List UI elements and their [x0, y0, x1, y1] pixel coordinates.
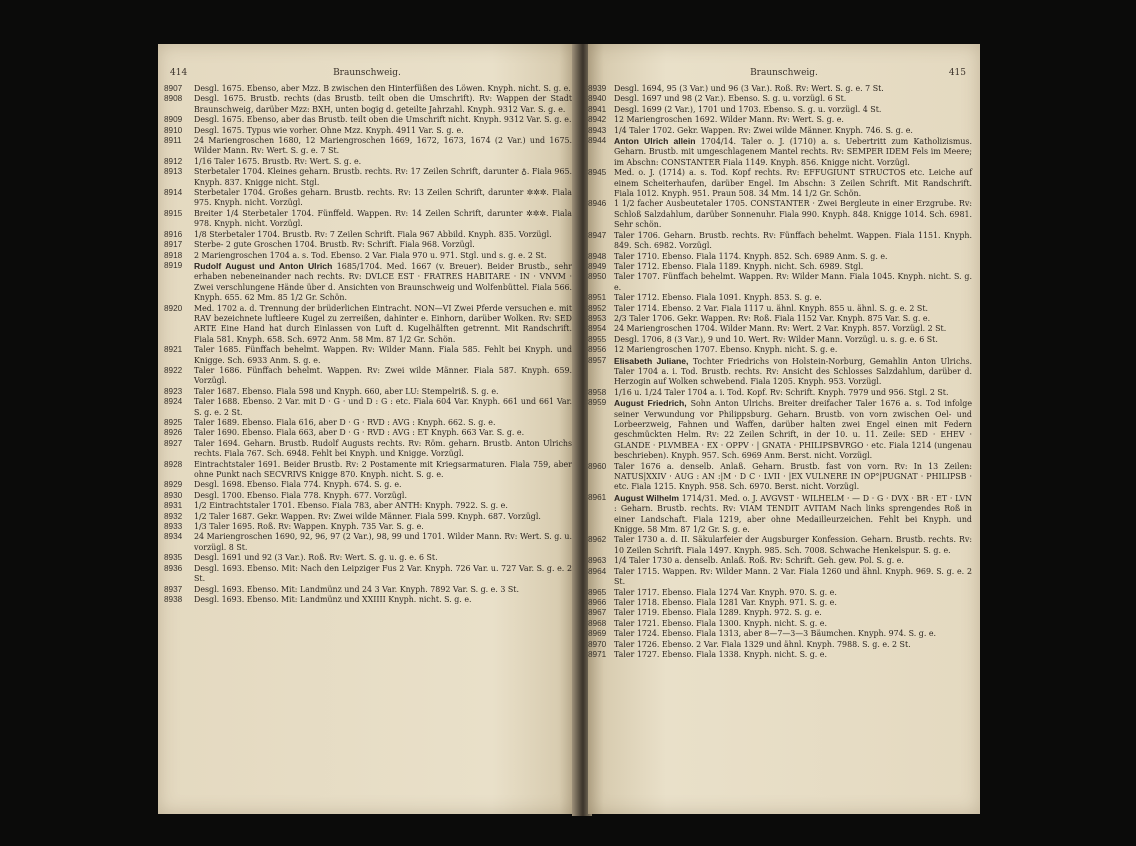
lot-description — [614, 650, 972, 660]
lot-number: 8934 — [164, 532, 183, 542]
lot-number: 8918 — [164, 250, 183, 260]
lot-text: Taler 1726. Ebenso. 2 Var. Fiala 1329 und ähnl. Knyph. 7988. S. g. e. 2 St. — [614, 639, 911, 649]
lot-text: 24 Mariengroschen 1704. Wilder Mann. Rv: Wert. 2 Var. Knyph. 857. Vorzügl. 2 St. — [614, 324, 947, 334]
catalog-entry — [588, 115, 972, 125]
catalog-entry — [164, 304, 572, 346]
left-entry-list — [164, 84, 572, 605]
lot-text: 1 1/2 facher Ausbeutetaler 1705. CONSTANTER · Zwei Bergleute in einer Erzgrube. Rv: Schloß Salzdahlum, darüber Sonnenuhr. Fiala 990. Knyph. 848. Knigge 1014. Sch. 6981. Sehr schön. — [614, 199, 972, 230]
lot-description — [614, 588, 972, 598]
lot-number: 8954 — [588, 324, 607, 334]
catalog-entry — [164, 157, 572, 167]
lot-number: 8929 — [164, 480, 183, 490]
lot-number: 8963 — [588, 556, 607, 566]
lot-description — [614, 356, 972, 388]
lot-text: Taler 1706. Geharn. Brustb. rechts. Rv: Fünffach behelmt. Wappen. Fiala 1151. Knyph. 849. Sch. 6982. Vorzügl. — [614, 230, 972, 251]
lot-description — [614, 598, 972, 608]
lot-number: 8945 — [588, 168, 607, 178]
catalog-entry — [164, 595, 572, 605]
lot-number: 8967 — [588, 608, 607, 618]
catalog-entry — [164, 491, 572, 501]
lot-text: 1714/31. Med. o. J. AVGVST · WILHELM · — D · G · DVX · BR · ET · LVN : Geharn. Brustb. rechts. Rv: VIAM TENDIT AVITAM Nach links sprengendes Roß in einer Landschaft. Fiala 1219, aber ohne Medailleurzeichen. Fehlt bei Knyph. und Knigge. 58 Mm. 87 1/2 Gr. S. g. e. — [614, 493, 972, 535]
lot-description — [614, 293, 972, 303]
lot-description — [194, 157, 572, 167]
lot-description — [614, 199, 972, 230]
lot-text: Taler 1721. Ebenso. Fiala 1300. Knyph. nicht. S. g. e. — [614, 618, 827, 628]
lot-description — [194, 418, 572, 428]
lot-text: Sohn Anton Ulrichs. Breiter dreifacher Taler 1676 a. s. Tod infolge seiner Verwundung vor Philippsburg. Geharn. Brustb. von vorn zwischen Oel- und Lorbeerzweig, Fahnen und Waffen, darüber halten zwei Engel einen mit Federn geschmückten Helm. Rv: 22 Zeilen Schrift, in der 10. u. 11. Zeile: SED · EHEV · GLANDE · PLVMBEA · EX · OPPV · | GNATA · PHILIPSBVRGO · etc. Fiala 1214 (ungenau beschrieben). Knyph. 957. Sch. 6969 Anm. Berst. nicht. Vorzügl. — [614, 399, 972, 461]
catalog-entry — [588, 556, 972, 566]
lot-text: 1704/14. Taler o. J. (1710) a. s. Uebertritt zum Katholizismus. Geharn. Brustb. mit umgeschlagenem Mantel rechts. Rv: SEMPER IDEM Fels im Meere; im Abschn: CONSTANTER Fiala 1149. Knyph. 856. Knigge nicht. Vorzügl. — [614, 137, 972, 167]
lot-text: Taler 1687. Ebenso. Fiala 598 und Knyph. 660, aber LU: Stempelriß. S. g. e. — [194, 386, 499, 396]
lot-number: 8969 — [588, 629, 607, 639]
lot-number: 8960 — [588, 461, 607, 471]
lot-number: 8949 — [588, 261, 607, 271]
lot-text: Desgl. 1698. Ebenso. Fiala 774. Knyph. 674. S. g. e. — [194, 480, 402, 490]
catalog-entry — [588, 324, 972, 334]
catalog-entry — [164, 240, 572, 250]
lot-number: 8920 — [164, 303, 183, 313]
lot-description — [194, 188, 572, 209]
lot-number: 8955 — [588, 334, 607, 344]
lot-text: Taler 1719. Ebenso. Fiala 1289. Knyph. 972. S. g. e. — [614, 608, 822, 618]
catalog-entry — [164, 397, 572, 418]
lot-number: 8927 — [164, 438, 183, 448]
lot-text: Med. 1702 a. d. Trennung der brüderlichen Eintracht. NON—VI Zwei Pferde versuchen e. mit RAV bezeichnete luftleere Kugel zu zerreißen, dahinter e. Einhorn, darüber Wolken. Rv: SED ARTE Eine Hand hat durch Einlassen von Luft d. Kugelhälften getrennt. Mit Randschrift. Fiala 581. Knyph. 658. Sch. 6972 Anm. 58 Mm. 87 1/2 Gr. Schön. — [194, 303, 572, 344]
lot-text: Desgl. 1693. Ebenso. Mit: Nach den Leipziger Fus 2 Var. Knyph. 726 Var. u. 727 Var. S. g. e. 2 St. — [194, 563, 572, 584]
lot-number: 8953 — [588, 313, 607, 323]
lot-description — [194, 230, 572, 240]
lot-description — [194, 126, 572, 136]
lot-description — [194, 366, 572, 387]
lot-description — [614, 115, 972, 125]
lot-text: Taler 1724. Ebenso. Fiala 1313, aber 8—7—3—3 Bäumchen. Knyph. 974. S. g. e. — [614, 629, 937, 639]
lot-text: Desgl. 1697 und 98 (2 Var.). Ebenso. S. g. u. vorzügl. 6 St. — [614, 94, 847, 104]
catalog-entry — [164, 501, 572, 511]
catalog-entry — [164, 251, 572, 261]
lot-text: Desgl. 1700. Ebenso. Fiala 778. Knyph. 677. Vorzügl. — [194, 490, 407, 500]
lot-text: Desgl. 1691 und 92 (3 Var.). Roß. Rv: Wert. S. g. u. g. e. 6 St. — [194, 553, 438, 563]
catalog-entry — [164, 387, 572, 397]
lot-number: 8915 — [164, 208, 183, 218]
lot-description — [194, 167, 572, 188]
lot-number: 8965 — [588, 587, 607, 597]
lot-description — [194, 115, 572, 125]
lot-text: 2/3 Taler 1706. Gekr. Wappen. Rv: Roß. Fiala 1152 Var. Knyph. 875 Var. S. g. e. — [614, 313, 931, 323]
lot-text: Desgl. 1675. Brustb. rechts (das Brustb. teilt oben die Umschrift). Rv: Wappen der Stadt Braunschweig, darüber Mzz: BXH, unten bogig d. geteilte Jahrzahl. Knyph. 9312 Var. S. g. e. — [194, 94, 572, 114]
lot-number: 8940 — [588, 94, 607, 104]
catalog-entry — [588, 650, 972, 660]
lot-text: 1/8 Sterbetaler 1704. Brustb. Rv: 7 Zeilen Schrift. Fiala 967 Abbild. Knyph. 835. Vorzügl. — [194, 229, 552, 239]
lot-number: 8951 — [588, 293, 607, 303]
lot-number: 8957 — [588, 355, 607, 365]
catalog-entry — [164, 585, 572, 595]
lot-text: Taler 1688. Ebenso. 2 Var. mit D · G · und D : G : etc. Fiala 604 Var. Knyph. 661 und 661 Var. S. g. e. 2 St. — [194, 397, 572, 417]
lot-text: 24 Mariengroschen 1690, 92, 96, 97 (2 Var.), 98, 99 und 1701. Wilder Mann. Rv: Wert. S. g. u. vorzügl. 8 St. — [194, 532, 572, 552]
lot-description — [614, 94, 972, 104]
lot-description — [194, 84, 572, 94]
lot-text: Taler 1694. Geharn. Brustb. Rudolf Augusts rechts. Rv: Röm. geharn. Brustb. Anton Ulrichs rechts. Fiala 767. Sch. 6948. Fehlt bei Knyph. und Knigge. Vorzügl. — [194, 438, 572, 459]
lot-description — [194, 397, 572, 418]
lot-text: 1/4 Taler 1730 a. denselb. Anlaß. Roß. Rv: Schrift. Geh. gew. Pol. S. g. e. — [614, 556, 904, 566]
catalog-entry — [588, 84, 972, 94]
catalog-entry — [588, 535, 972, 556]
lot-description — [614, 314, 972, 324]
lot-description — [194, 439, 572, 460]
catalog-entry — [588, 567, 972, 588]
lot-text: Sterbetaler 1704. Kleines geharn. Brustb. rechts. Rv: 17 Zeilen Schrift, darunter ♁. Fiala 965. Knyph. 837. Knigge nicht. Stgl. — [194, 167, 572, 187]
lot-text: 1/16 Taler 1675. Brustb. Rv: Wert. S. g. e. — [194, 156, 362, 166]
lot-number: 8937 — [164, 584, 183, 594]
lot-number: 8930 — [164, 490, 183, 500]
ruler-heading: August Wilhelm — [614, 492, 680, 503]
lot-number: 8946 — [588, 199, 607, 209]
lot-number: 8932 — [164, 511, 183, 521]
lot-text: Taler 1712. Ebenso. Fiala 1091. Knyph. 853. S. g. e. — [614, 293, 822, 303]
catalog-entry — [588, 619, 972, 629]
lot-number: 8910 — [164, 125, 183, 135]
lot-description — [194, 595, 572, 605]
lot-description — [194, 94, 572, 115]
lot-description — [194, 585, 572, 595]
lot-description — [194, 345, 572, 366]
lot-description — [194, 491, 572, 501]
catalog-entry — [588, 126, 972, 136]
ruler-heading: Anton Ulrich allein — [614, 136, 696, 147]
catalog-entry — [588, 314, 972, 324]
lot-text: Desgl. 1675. Ebenso, aber Mzz. B zwischen den Hinterfüßen des Löwen. Knyph. nicht. S. g. e. — [194, 84, 571, 93]
lot-number: 8913 — [164, 167, 183, 177]
lot-text: 12 Mariengroschen 1707. Ebenso. Knyph. nicht. S. g. e. — [614, 345, 838, 355]
lot-text: Desgl. 1675. Typus wie vorher. Ohne Mzz. Knyph. 4911 Var. S. g. e. — [194, 125, 464, 135]
lot-number: 8941 — [588, 104, 607, 114]
lot-number: 8966 — [588, 597, 607, 607]
lot-number: 8944 — [588, 136, 607, 146]
catalog-entry — [588, 304, 972, 314]
lot-description — [194, 501, 572, 511]
lot-number: 8962 — [588, 535, 607, 545]
catalog-entry — [588, 356, 972, 388]
catalog-entry — [164, 439, 572, 460]
lot-number: 8907 — [164, 84, 183, 93]
catalog-entry — [588, 272, 972, 293]
lot-number: 8964 — [588, 566, 607, 576]
lot-text: Breiter 1/4 Sterbetaler 1704. Fünffeld. Wappen. Rv: 14 Zeilen Schrift, darunter ✲✲✲. Fiala 978. Knyph. nicht. Vorzügl. — [194, 208, 572, 229]
left-running-head: Braunschweig. — [333, 68, 401, 78]
catalog-entry — [588, 345, 972, 355]
catalog-entry — [164, 115, 572, 125]
lot-number: 8933 — [164, 522, 183, 532]
lot-description — [194, 480, 572, 490]
lot-description — [614, 136, 972, 168]
catalog-entry — [588, 608, 972, 618]
lot-text: 1/4 Taler 1702. Gekr. Wappen. Rv: Zwei wilde Männer. Knyph. 746. S. g. e. — [614, 125, 913, 135]
lot-description — [614, 252, 972, 262]
catalog-entry — [164, 564, 572, 585]
lot-number: 8926 — [164, 428, 183, 438]
catalog-entry — [588, 388, 972, 398]
lot-description — [614, 345, 972, 355]
lot-number: 8938 — [164, 594, 183, 604]
lot-number: 8914 — [164, 188, 183, 198]
ruler-heading: Elisabeth Juliane, — [614, 355, 689, 366]
lot-description — [614, 105, 972, 115]
lot-description — [194, 251, 572, 261]
lot-description — [614, 262, 972, 272]
catalog-entry — [588, 640, 972, 650]
lot-number: 8958 — [588, 387, 607, 397]
catalog-entry — [588, 293, 972, 303]
lot-number: 8943 — [588, 125, 607, 135]
lot-text: 1/3 Taler 1695. Roß. Rv: Wappen. Knyph. 735 Var. S. g. e. — [194, 522, 424, 532]
lot-number: 8925 — [164, 418, 183, 427]
lot-text: Taler 1707. Fünffach behelmt. Wappen. Rv: Wilder Mann. Fiala 1045. Knyph. nicht. S. g. e. — [614, 272, 972, 292]
lot-number: 8928 — [164, 459, 183, 469]
catalog-entry — [588, 493, 972, 536]
lot-text: Eintrachtstaler 1691. Beider Brustb. Rv: 2 Postamente mit Kriegsarmaturen. Fiala 759, aber ohne Punkt nach SECVRIVS Knigge 870. Knyph. nicht. S. g. e. — [194, 459, 572, 480]
catalog-entry — [164, 261, 572, 304]
catalog-entry — [164, 84, 572, 94]
lot-text: 12 Mariengroschen 1692. Wilder Mann. Rv: Wert. S. g. e. — [614, 115, 844, 125]
lot-text: Desgl. 1675. Ebenso, aber das Brustb. teilt oben die Umschrift nicht. Knyph. 9312 Var. S. g. e. — [194, 115, 572, 125]
lot-description — [614, 640, 972, 650]
lot-description — [194, 261, 572, 304]
catalog-entry — [588, 199, 972, 230]
lot-number: 8939 — [588, 84, 607, 93]
catalog-entry — [588, 252, 972, 262]
lot-number: 8947 — [588, 230, 607, 240]
lot-text: Taler 1712. Ebenso. Fiala 1189. Knyph. nicht. Sch. 6989. Stgl. — [614, 261, 864, 271]
lot-description — [614, 462, 972, 493]
catalog-entry — [588, 398, 972, 461]
right-entry-list — [588, 84, 972, 660]
lot-text: Taler 1710. Ebenso. Fiala 1174. Knyph. 852. Sch. 6989 Anm. S. g. e. — [614, 251, 888, 261]
lot-text: Desgl. 1693. Ebenso. Mit: Landmünz und XXIIII Knyph. nicht. S. g. e. — [194, 594, 472, 604]
lot-text: 1/2 Taler 1687. Gekr. Wappen. Rv: Zwei wilde Männer. Fiala 599. Knyph. 687. Vorzügl. — [194, 511, 541, 521]
lot-description — [614, 619, 972, 629]
lot-description — [614, 493, 972, 536]
catalog-entry — [588, 168, 972, 199]
lot-description — [194, 522, 572, 532]
lot-text: Taler 1690. Ebenso. Fiala 663, aber D · G · RVD : AVG : ET Knyph. 663 Var. S. g. e. — [194, 428, 525, 438]
lot-text: 1685/1704. Med. 1667 (v. Breuer). Beider Brustb., sehr erhaben nebeneinander nach rechts. Rv: DVLCE EST · FRATRES HABITARE · IN · VNVM · Zwei verschlungene Hände über d. Ansichten von Braunschweig und Wolfenbüttel. Fiala 566. Knyph. 655. 62 Mm. 85 1/2 Gr. Schön. — [194, 261, 572, 303]
lot-description — [614, 324, 972, 334]
lot-description — [614, 168, 972, 199]
lot-description — [614, 567, 972, 588]
lot-text: Taler 1717. Ebenso. Fiala 1274 Var. Knyph. 970. S. g. e. — [614, 587, 837, 597]
lot-number: 8948 — [588, 251, 607, 261]
catalog-entry — [164, 230, 572, 240]
lot-description — [194, 304, 572, 346]
lot-text: Med. o. J. (1714) a. s. Tod. Kopf rechts. Rv: EFFUGIUNT STRUCTOS etc. Leiche auf einem Scheiterhaufen, darüber Engel. Im Abschn: 3 Zeilen Schrift. Mit Randschrift. Fiala 1012. Knyph. 951. Praun 508. 34 Mm. 14 1/2 Gr. Schön. — [614, 168, 972, 199]
lot-number: 8959 — [588, 398, 607, 408]
lot-number: 8961 — [588, 492, 607, 502]
lot-description — [614, 231, 972, 252]
lot-description — [194, 532, 572, 553]
catalog-entry — [588, 136, 972, 168]
lot-number: 8924 — [164, 397, 183, 407]
lot-number: 8922 — [164, 365, 183, 375]
lot-text: Taler 1689. Ebenso. Fiala 616, aber D · G · RVD : AVG : Knyph. 662. S. g. e. — [194, 418, 496, 427]
lot-text: Taler 1685. Fünffach behelmt. Wappen. Rv: Wilder Mann. Fiala 585. Fehlt bei Knyph. und Knigge. Sch. 6933 Anm. S. g. e. — [194, 345, 572, 365]
lot-text: Taler 1718. Ebenso. Fiala 1281 Var. Knyph. 971. S. g. e. — [614, 597, 837, 607]
lot-number: 8923 — [164, 386, 183, 396]
lot-text: Taler 1714. Ebenso. 2 Var. Fiala 1117 u. ähnl. Knyph. 855 u. ähnl. S. g. e. 2 St. — [614, 303, 928, 313]
lot-description — [194, 460, 572, 481]
catalog-entry — [588, 598, 972, 608]
lot-description — [194, 136, 572, 157]
lot-description — [194, 240, 572, 250]
catalog-entry — [588, 262, 972, 272]
lot-text: Desgl. 1706, 8 (3 Var.), 9 und 10. Wert. Rv: Wilder Mann. Vorzügl. u. s. g. e. 6 St. — [614, 334, 938, 344]
lot-text: Tochter Friedrichs von Holstein-Norburg, Gemahlin Anton Ulrichs. Taler 1704 a. i. Tod. Brustb. rechts. Rv: Ansicht des Schlosses Salzdahlum, darüber d. Herzogin auf Wolken schwebend. Fiala 1205. Knyph. 953. Vorzügl. — [614, 356, 973, 387]
lot-text: 2 Mariengroschen 1704 a. s. Tod. Ebenso. 2 Var. Fiala 970 u. 971. Stgl. und s. g. e. 2 St. — [194, 250, 547, 260]
ruler-heading: August Friedrich, — [614, 398, 687, 409]
lot-description — [614, 272, 972, 293]
catalog-entry — [588, 335, 972, 345]
lot-description — [614, 629, 972, 639]
lot-text: Desgl. 1699 (2 Var.), 1701 und 1703. Ebenso. S. g. u. vorzügl. 4 St. — [614, 104, 882, 114]
catalog-entry — [164, 460, 572, 481]
lot-description — [194, 428, 572, 438]
lot-description — [614, 304, 972, 314]
catalog-entry — [588, 94, 972, 104]
catalog-entry — [164, 428, 572, 438]
right-running-head: Braunschweig. — [750, 68, 818, 78]
open-book — [158, 44, 980, 820]
catalog-entry — [164, 418, 572, 428]
right-page-number: 415 — [948, 68, 966, 78]
lot-number: 8968 — [588, 618, 607, 628]
lot-text: Desgl. 1693. Ebenso. Mit: Landmünz und 24 3 Var. Knyph. 7892 Var. S. g. e. 3 St. — [194, 584, 519, 594]
catalog-entry — [164, 553, 572, 563]
lot-number: 8931 — [164, 501, 183, 511]
lot-text: Sterbetaler 1704. Großes geharn. Brustb. rechts. Rv: 13 Zeilen Schrift, darunter ✲✲✲. Fiala 975. Knyph. nicht. Vorzügl. — [194, 188, 572, 208]
left-page — [158, 44, 576, 814]
lot-number: 8936 — [164, 563, 183, 573]
lot-text: 1/16 u. 1/24 Taler 1704 a. i. Tod. Kopf. Rv: Schrift. Knyph. 7979 und 956. Stgl. 2 St. — [614, 387, 949, 397]
catalog-entry — [164, 366, 572, 387]
lot-description — [194, 553, 572, 563]
left-page-number: 414 — [170, 68, 188, 78]
lot-number: 8916 — [164, 229, 183, 239]
lot-description — [614, 535, 972, 556]
lot-text: Sterbe- 2 gute Groschen 1704. Brustb. Rv: Schrift. Fiala 968. Vorzügl. — [194, 240, 475, 250]
lot-text: Taler 1676 a. denselb. Anlaß. Geharn. Brustb. fast von vorn. Rv: In 13 Zeilen: NATUS|XXIV · AUG : AN :|M · D C · LVII · |EX VULNERE IN OP°|PUGNAT · PHILIPSB · etc. Fiala 1215. Knyph. 958. Sch. 6970. Berst. nicht. Vorzügl. — [614, 461, 972, 492]
lot-number: 8908 — [164, 94, 183, 104]
catalog-entry — [164, 345, 572, 366]
lot-number: 8942 — [588, 115, 607, 125]
catalog-entry — [164, 532, 572, 553]
lot-number: 8911 — [164, 136, 182, 146]
lot-number: 8919 — [164, 260, 183, 270]
lot-text: Desgl. 1694, 95 (3 Var.) und 96 (3 Var.). Roß. Rv: Wert. S. g. e. 7 St. — [614, 84, 884, 93]
lot-description — [614, 84, 972, 94]
lot-description — [614, 388, 972, 398]
lot-description — [194, 209, 572, 230]
lot-description — [614, 126, 972, 136]
lot-description — [614, 608, 972, 618]
ruler-heading: Rudolf August und Anton Ulrich — [194, 260, 333, 271]
catalog-entry — [164, 209, 572, 230]
catalog-entry — [164, 512, 572, 522]
lot-number: 8970 — [588, 639, 607, 649]
catalog-entry — [588, 588, 972, 598]
lot-number: 8950 — [588, 272, 607, 282]
lot-description — [194, 564, 572, 585]
lot-number: 8917 — [164, 240, 183, 250]
lot-text: Taler 1686. Fünffach behelmt. Wappen. Rv: Zwei wilde Männer. Fiala 587. Knyph. 659. Vorzügl. — [194, 365, 572, 386]
catalog-entry — [588, 105, 972, 115]
lot-number: 8952 — [588, 303, 607, 313]
catalog-entry — [164, 136, 572, 157]
catalog-entry — [164, 94, 572, 115]
lot-number: 8935 — [164, 553, 183, 563]
lot-description — [194, 512, 572, 522]
catalog-entry — [164, 167, 572, 188]
lot-description — [614, 335, 972, 345]
lot-description — [614, 398, 972, 461]
lot-number: 8909 — [164, 115, 183, 125]
catalog-entry — [164, 480, 572, 490]
lot-text: 24 Mariengroschen 1680, 12 Mariengroschen 1669, 1672, 1673, 1674 (2 Var.) und 1675. Wilder Mann. Rv: Wert. S. g. e. 7 St. — [194, 136, 572, 156]
lot-description — [194, 387, 572, 397]
lot-number: 8971 — [588, 649, 607, 659]
catalog-entry — [164, 522, 572, 532]
lot-text: Taler 1727. Ebenso. Fiala 1338. Knyph. nicht. S. g. e. — [614, 649, 827, 659]
lot-number: 8912 — [164, 156, 183, 166]
lot-number: 8956 — [588, 345, 607, 355]
catalog-entry — [164, 188, 572, 209]
catalog-entry — [588, 629, 972, 639]
catalog-entry — [588, 462, 972, 493]
right-page — [588, 44, 980, 814]
lot-number: 8921 — [164, 345, 183, 355]
lot-text: Taler 1730 a. d. II. Säkularfeier der Augsburger Konfession. Geharn. Brustb. rechts. Rv: 10 Zeilen Schrift. Fiala 1497. Knyph. 985. Sch. 7008. Schwache Henkelspur. S. g. e. — [614, 535, 972, 555]
catalog-entry — [164, 126, 572, 136]
lot-text: Taler 1715. Wappen. Rv: Wilder Mann. 2 Var. Fiala 1260 und ähnl. Knyph. 969. S. g. e. 2 St. — [614, 566, 972, 587]
lot-description — [614, 556, 972, 566]
catalog-entry — [588, 231, 972, 252]
lot-text: 1/2 Eintrachtstaler 1701. Ebenso. Fiala 783, aber ANTH: Knyph. 7922. S. g. e. — [194, 501, 508, 511]
